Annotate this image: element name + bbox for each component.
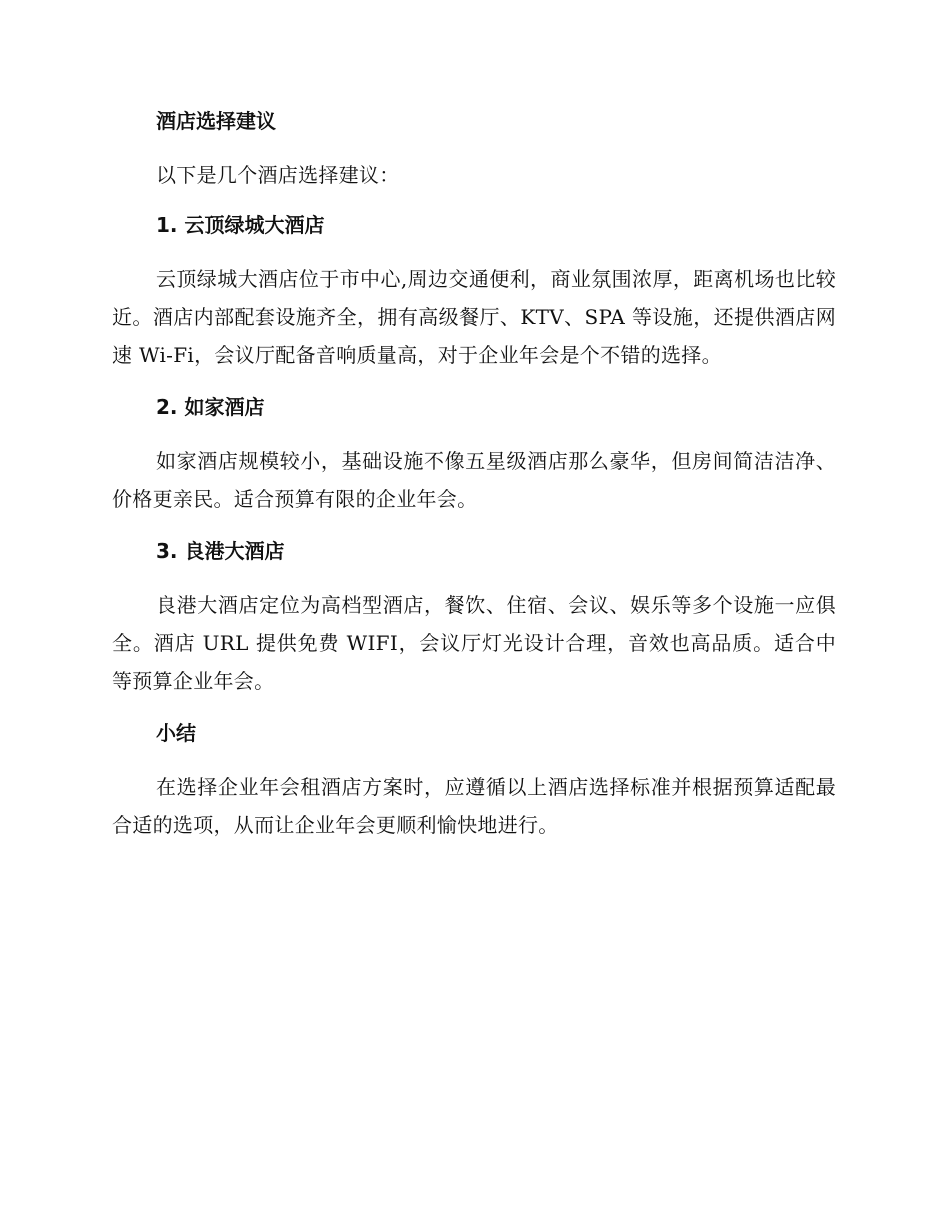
document-page bbox=[112, 106, 836, 862]
intro-paragraph: 以下是几个酒店选择建议： bbox=[156, 163, 400, 187]
section-heading-1: 1. 云顶绿城大酒店 bbox=[156, 213, 325, 237]
section-body-2: 如家酒店规模较小，基础设施不像五星级酒店那么豪华，但房间简洁洁净、价格更亲民。适合预算有限的企业年会。 bbox=[112, 449, 836, 511]
document-title: 酒店选择建议 bbox=[156, 109, 276, 133]
section-body-1: 云顶绿城大酒店位于市中心,周边交通便利，商业氛围浓厚，距离机场也比较近。酒店内部配套设施齐全，拥有高级餐厅、KTV、SPA 等设施，还提供酒店网速 Wi-Fi，会议厅配备音响质量高，对于企业年会是个不错的选择。 bbox=[112, 267, 836, 367]
summary-body: 在选择企业年会租酒店方案时，应遵循以上酒店选择标准并根据预算适配最合适的选项，从而让企业年会更顺利愉快地进行。 bbox=[112, 775, 836, 837]
summary-heading: 小结 bbox=[156, 721, 196, 745]
section-body-3: 良港大酒店定位为高档型酒店，餐饮、住宿、会议、娱乐等多个设施一应俱全。酒店 URL 提供免费 WIFI，会议厅灯光设计合理，音效也高品质。适合中等预算企业年会。 bbox=[112, 593, 836, 693]
section-heading-2: 2. 如家酒店 bbox=[156, 395, 265, 419]
section-heading-3: 3. 良港大酒店 bbox=[156, 539, 285, 563]
